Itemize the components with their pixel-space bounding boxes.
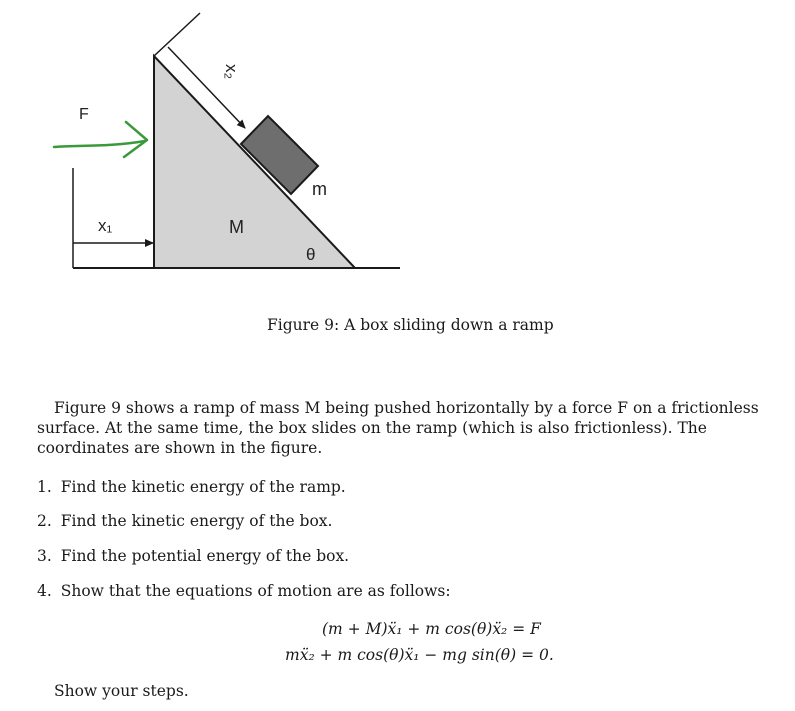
force-arrowhead xyxy=(124,122,147,157)
equation-2: mẍ₂ + m cos(θ)ẍ₁ − mg sin(θ) = 0. xyxy=(285,646,554,664)
task-number: 1. xyxy=(37,478,52,496)
x2-reference-line xyxy=(154,13,200,56)
box-mass-label: m xyxy=(312,179,327,199)
ramp-figure xyxy=(0,0,795,290)
task-number: 2. xyxy=(37,512,52,530)
task-number: 3. xyxy=(37,547,52,565)
show-steps-note: Show your steps. xyxy=(54,682,189,700)
angle-label: θ xyxy=(306,245,316,264)
ramp-mass-label: M xyxy=(229,217,244,237)
task-item xyxy=(37,478,346,496)
task-text: Find the kinetic energy of the ramp. xyxy=(60,478,346,496)
x1-label: x₁ xyxy=(98,216,113,235)
task-text: Find the potential energy of the box. xyxy=(60,547,350,565)
task-number: 4. xyxy=(37,582,52,600)
problem-intro: Figure 9 shows a ramp of mass M being pushed horizontally by a force F on a frictionless surface. At the same time, the box slides on the ramp (which is also frictionless). The coordinates are shown in the figure. xyxy=(37,399,759,457)
figure-caption: Figure 9: A box sliding down a ramp xyxy=(267,316,554,334)
task-item xyxy=(37,512,332,530)
task-item xyxy=(37,582,451,600)
task-item xyxy=(37,547,349,565)
force-arrow xyxy=(54,141,145,147)
ramp xyxy=(154,56,355,268)
equation-1: (m + M)ẍ₁ + m cos(θ)ẍ₂ = F xyxy=(322,620,541,638)
x2-label: x₂ xyxy=(222,64,241,80)
force-label: F xyxy=(79,106,89,123)
task-text: Find the kinetic energy of the box. xyxy=(60,512,333,530)
task-text: Show that the equations of motion are as follows: xyxy=(60,582,451,600)
